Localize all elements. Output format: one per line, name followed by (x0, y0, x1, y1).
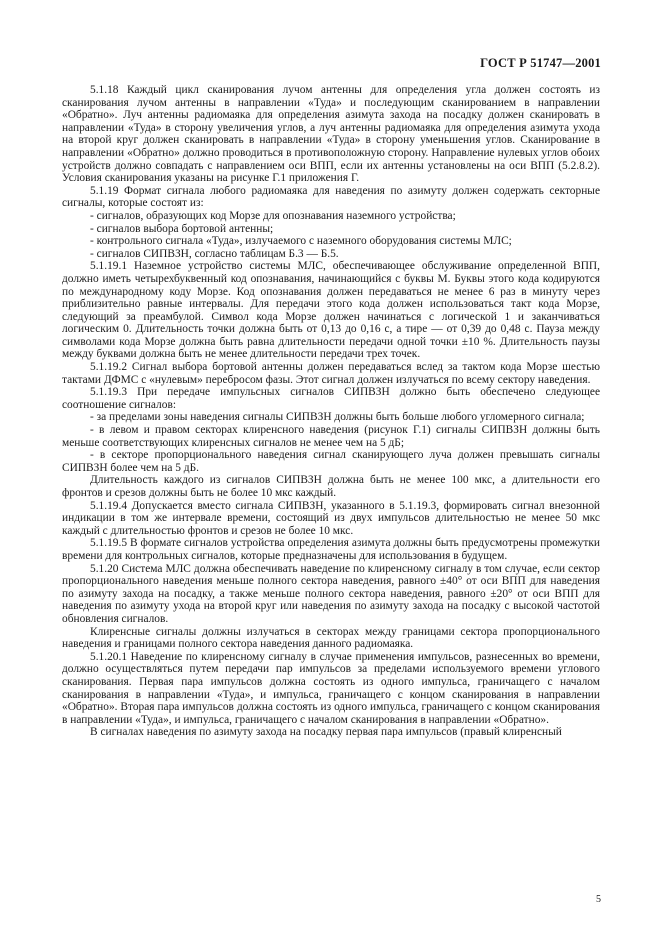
paragraph-5-1-19-3: 5.1.19.3 При передаче импульсных сигналов СИПВЗН должно быть обеспечено следующее соотношение сигналов: (62, 386, 600, 411)
list-item: - сигналов СИПВЗН, согласно таблицам Б.3 — Б.5. (90, 247, 339, 260)
list-item: - сигналов выбора бортовой антенны; (90, 222, 274, 235)
paragraph-5-1-20: 5.1.20 Система МЛС должна обеспечивать наведение по клиренсному сигналу в том случае, если сектор пропорционального наведения меньше полного сектора наведения, равного ±40° от оси ВПП для наведения по азимуту захода на посадку, а также меньше полного сектора наведения, равного ±20° от оси ВПП для наведения по азимуту ухода на второй круг или наведения по азимуту захода на посадку с высокой частотой обновления сигналов. (62, 562, 600, 625)
paragraph-duration: Длительность каждого из сигналов СИПВЗН должна быть не менее 100 мкс, а длительности его фронтов и срезов должны быть не более 10 мкс каждый. (62, 474, 600, 499)
paragraph-5-1-19-2: 5.1.19.2 Сигнал выбора бортовой антенны должен передаваться вслед за тактом кода Морзе шестью тактами ДФМС с «нулевым» перебросом фазы. Этот сигнал должен излучаться по всему сектору наведения. (62, 361, 600, 386)
paragraph-5-1-19: 5.1.19 Формат сигнала любого радиомаяка для наведения по азимуту должен содержать секторные сигналы, которые состоят из: (62, 184, 600, 210)
paragraph-5-1-19-5: 5.1.19.5 В формате сигналов устройства определения азимута должны быть предусмотрены промежутки времени для контрольных сигналов, которые предназначены для использования в будущем. (62, 537, 600, 562)
list-item: - за пределами зоны наведения сигналы СИПВЗН должны быть больше любого угломерного сигнала; (90, 411, 585, 424)
paragraph-5-1-18: 5.1.18 Каждый цикл сканирования лучом антенны для определения угла должен состоять из сканирования лучом антенны в направлении «Туда» и последующим сканированием в направлении «Обратно». Луч антенны радиомаяка для определения азимута захода на посадку должен сканировать в направлении «Туда» в сторону увеличения углов, а луч антенны радиомаяка для определения азимута ухода на второй круг должен сканировать в направлении «Туда» в сторону уменьшения углов. Сканирование в направлении «Обратно» должно проводиться в противоположную сторону. Направление нулевых углов обоих устройств должно совпадать с направлением оси ВПП, если их антенны установлены на оси ВПП (5.2.8.2). Условия сканирования указаны на рисунке Г.1 приложения Г. (62, 84, 600, 185)
list-item: - в секторе пропорционального наведения сигнал сканирующего луча должен превышать сигналы СИПВЗН более чем на 5 дБ. (62, 449, 600, 474)
standard-header: ГОСТ Р 51747—2001 (480, 56, 601, 70)
paragraph-5-1-20-1: 5.1.20.1 Наведение по клиренсному сигналу в случае применения импульсов, разнесенных во времени, должно осуществляться путем передачи пар импульсов за пределами используемого времени углового сканирования. Первая пара импульсов должна состоять из одного импульса, граничащего с началом сканирования в направлении «Туда», и импульса, граничащего с концом сканирования в направлении «Обратно». Вторая пара импульсов должна состоять из одного импульса, граничащего с концом сканирования в направлении «Туда», и импульса, граничащего с началом сканирования в направлении «Обратно». (62, 650, 600, 726)
document-body (62, 84, 600, 739)
paragraph-5-1-19-4: 5.1.19.4 Допускается вместо сигнала СИПВЗН, указанного в 5.1.19.3, формировать сигнал внезонной индикации в том же интервале времени, состоящий из двух импульсов длительностью не менее 50 мкс каждый с длительностью фронтов и срезов не более 10 мкс. (62, 499, 600, 537)
list-item: - контрольного сигнала «Туда», излучаемого с наземного оборудования системы МЛС; (90, 235, 512, 248)
paragraph-continuation: В сигналах наведения по азимуту захода на посадку первая пара импульсов (правый клиренсный (90, 726, 562, 739)
page-number: 5 (596, 894, 601, 905)
list-item: - сигналов, образующих код Морзе для опознавания наземного устройства; (90, 209, 456, 222)
list-item: - в левом и правом секторах клиренсного наведения (рисунок Г.1) сигналы СИПВЗН должны быть меньше соответствующих клиренсных сигналов не менее чем на 5 дБ; (62, 424, 600, 449)
paragraph-clearance: Клиренсные сигналы должны излучаться в секторах между границами сектора пропорционального наведения и границами полного сектора наведения данного радиомаяка. (62, 625, 600, 651)
paragraph-5-1-19-1: 5.1.19.1 Наземное устройство системы МЛС, обеспечивающее обслуживание определенной ВПП, должно иметь четырехбуквенный код опознавания, начинающийся с буквы М. Буквы этого кода кодируются по международному коду Морзе. Код опознавания должен передаваться не менее 6 раз в минуту через приблизительно равные интервалы. Для передачи этого кода должен использоваться такт кода Морзе, следующий за преамбулой. Символ кода Морзе должен начинаться с логической 1 и заканчиваться логическим 0. Длительность точки должна быть от 0,13 до 0,16 с, а тире — от 0,39 до 0,48 с. Пауза между символами кода Морзе должна быть равна длительности передачи одной точки ±10 %. Длительность паузы между буквами должна быть не менее длительности передачи трех точек. (62, 260, 600, 361)
